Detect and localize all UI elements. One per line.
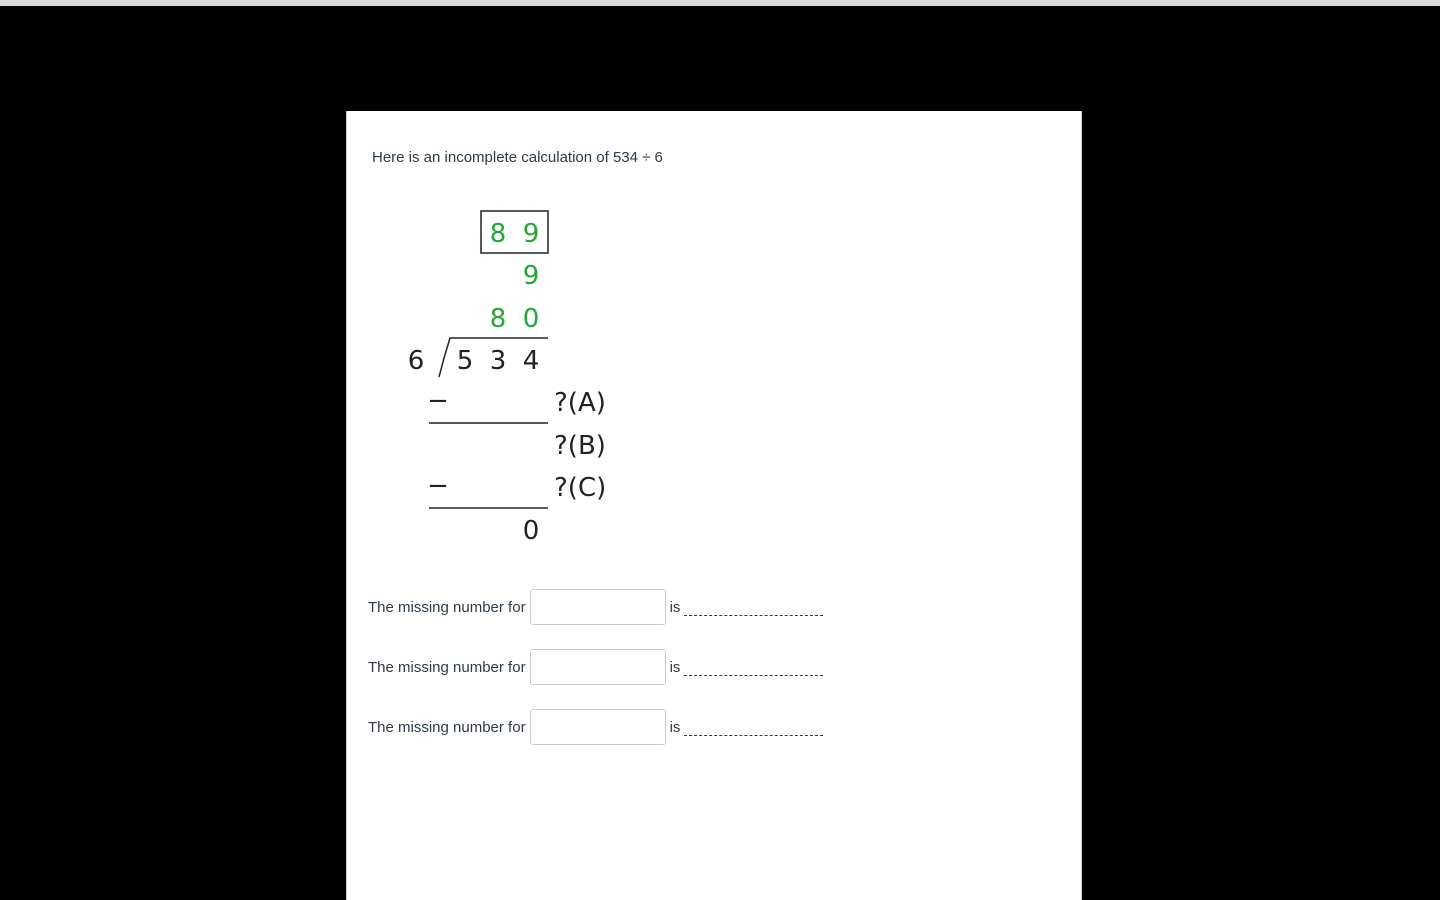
answer-row-3-is: is — [669, 718, 681, 736]
dividend-digit-1: 5 — [456, 346, 474, 376]
quotient-digit-1: 8 — [489, 219, 507, 249]
dividend-digit-3: 4 — [522, 346, 540, 376]
partial-quotient-2-digit-2: 0 — [522, 304, 540, 334]
question-text: Here is an incomplete calculation of 534 ÷ 6 — [372, 149, 663, 166]
answer-row-2-is: is — [669, 658, 681, 676]
quotient-digit-2: 9 — [522, 219, 540, 249]
long-division-diagram — [347, 111, 1083, 900]
answer-row-3-dropdown[interactable] — [530, 709, 666, 745]
remainder: 0 — [522, 516, 540, 546]
answer-row-1-blank[interactable] — [684, 601, 823, 616]
minus-sign-2: − — [427, 471, 449, 501]
dividend-digit-2: 3 — [489, 346, 507, 376]
answer-row-2 — [368, 648, 823, 686]
answer-row-1-is: is — [669, 598, 681, 616]
answer-row-3-label: The missing number for — [368, 718, 526, 736]
answer-row-3 — [368, 708, 823, 746]
partial-quotient-1-digit-1: 9 — [522, 261, 540, 291]
answer-row-3-blank[interactable] — [684, 721, 823, 736]
answer-row-1-label: The missing number for — [368, 598, 526, 616]
answer-row-1-dropdown[interactable] — [530, 589, 666, 625]
placeholder-c: ?(C) — [554, 473, 607, 503]
minus-sign-1: − — [427, 386, 449, 416]
divisor: 6 — [407, 346, 425, 376]
partial-quotient-2-digit-1: 8 — [489, 304, 507, 334]
answer-row-2-blank[interactable] — [684, 661, 823, 676]
answer-row-2-label: The missing number for — [368, 658, 526, 676]
answer-row-2-dropdown[interactable] — [530, 649, 666, 685]
placeholder-b: ?(B) — [554, 431, 606, 461]
question-panel — [346, 111, 1082, 900]
placeholder-a: ?(A) — [554, 388, 606, 418]
answer-row-1 — [368, 588, 823, 626]
browser-top-strip — [0, 0, 1440, 6]
